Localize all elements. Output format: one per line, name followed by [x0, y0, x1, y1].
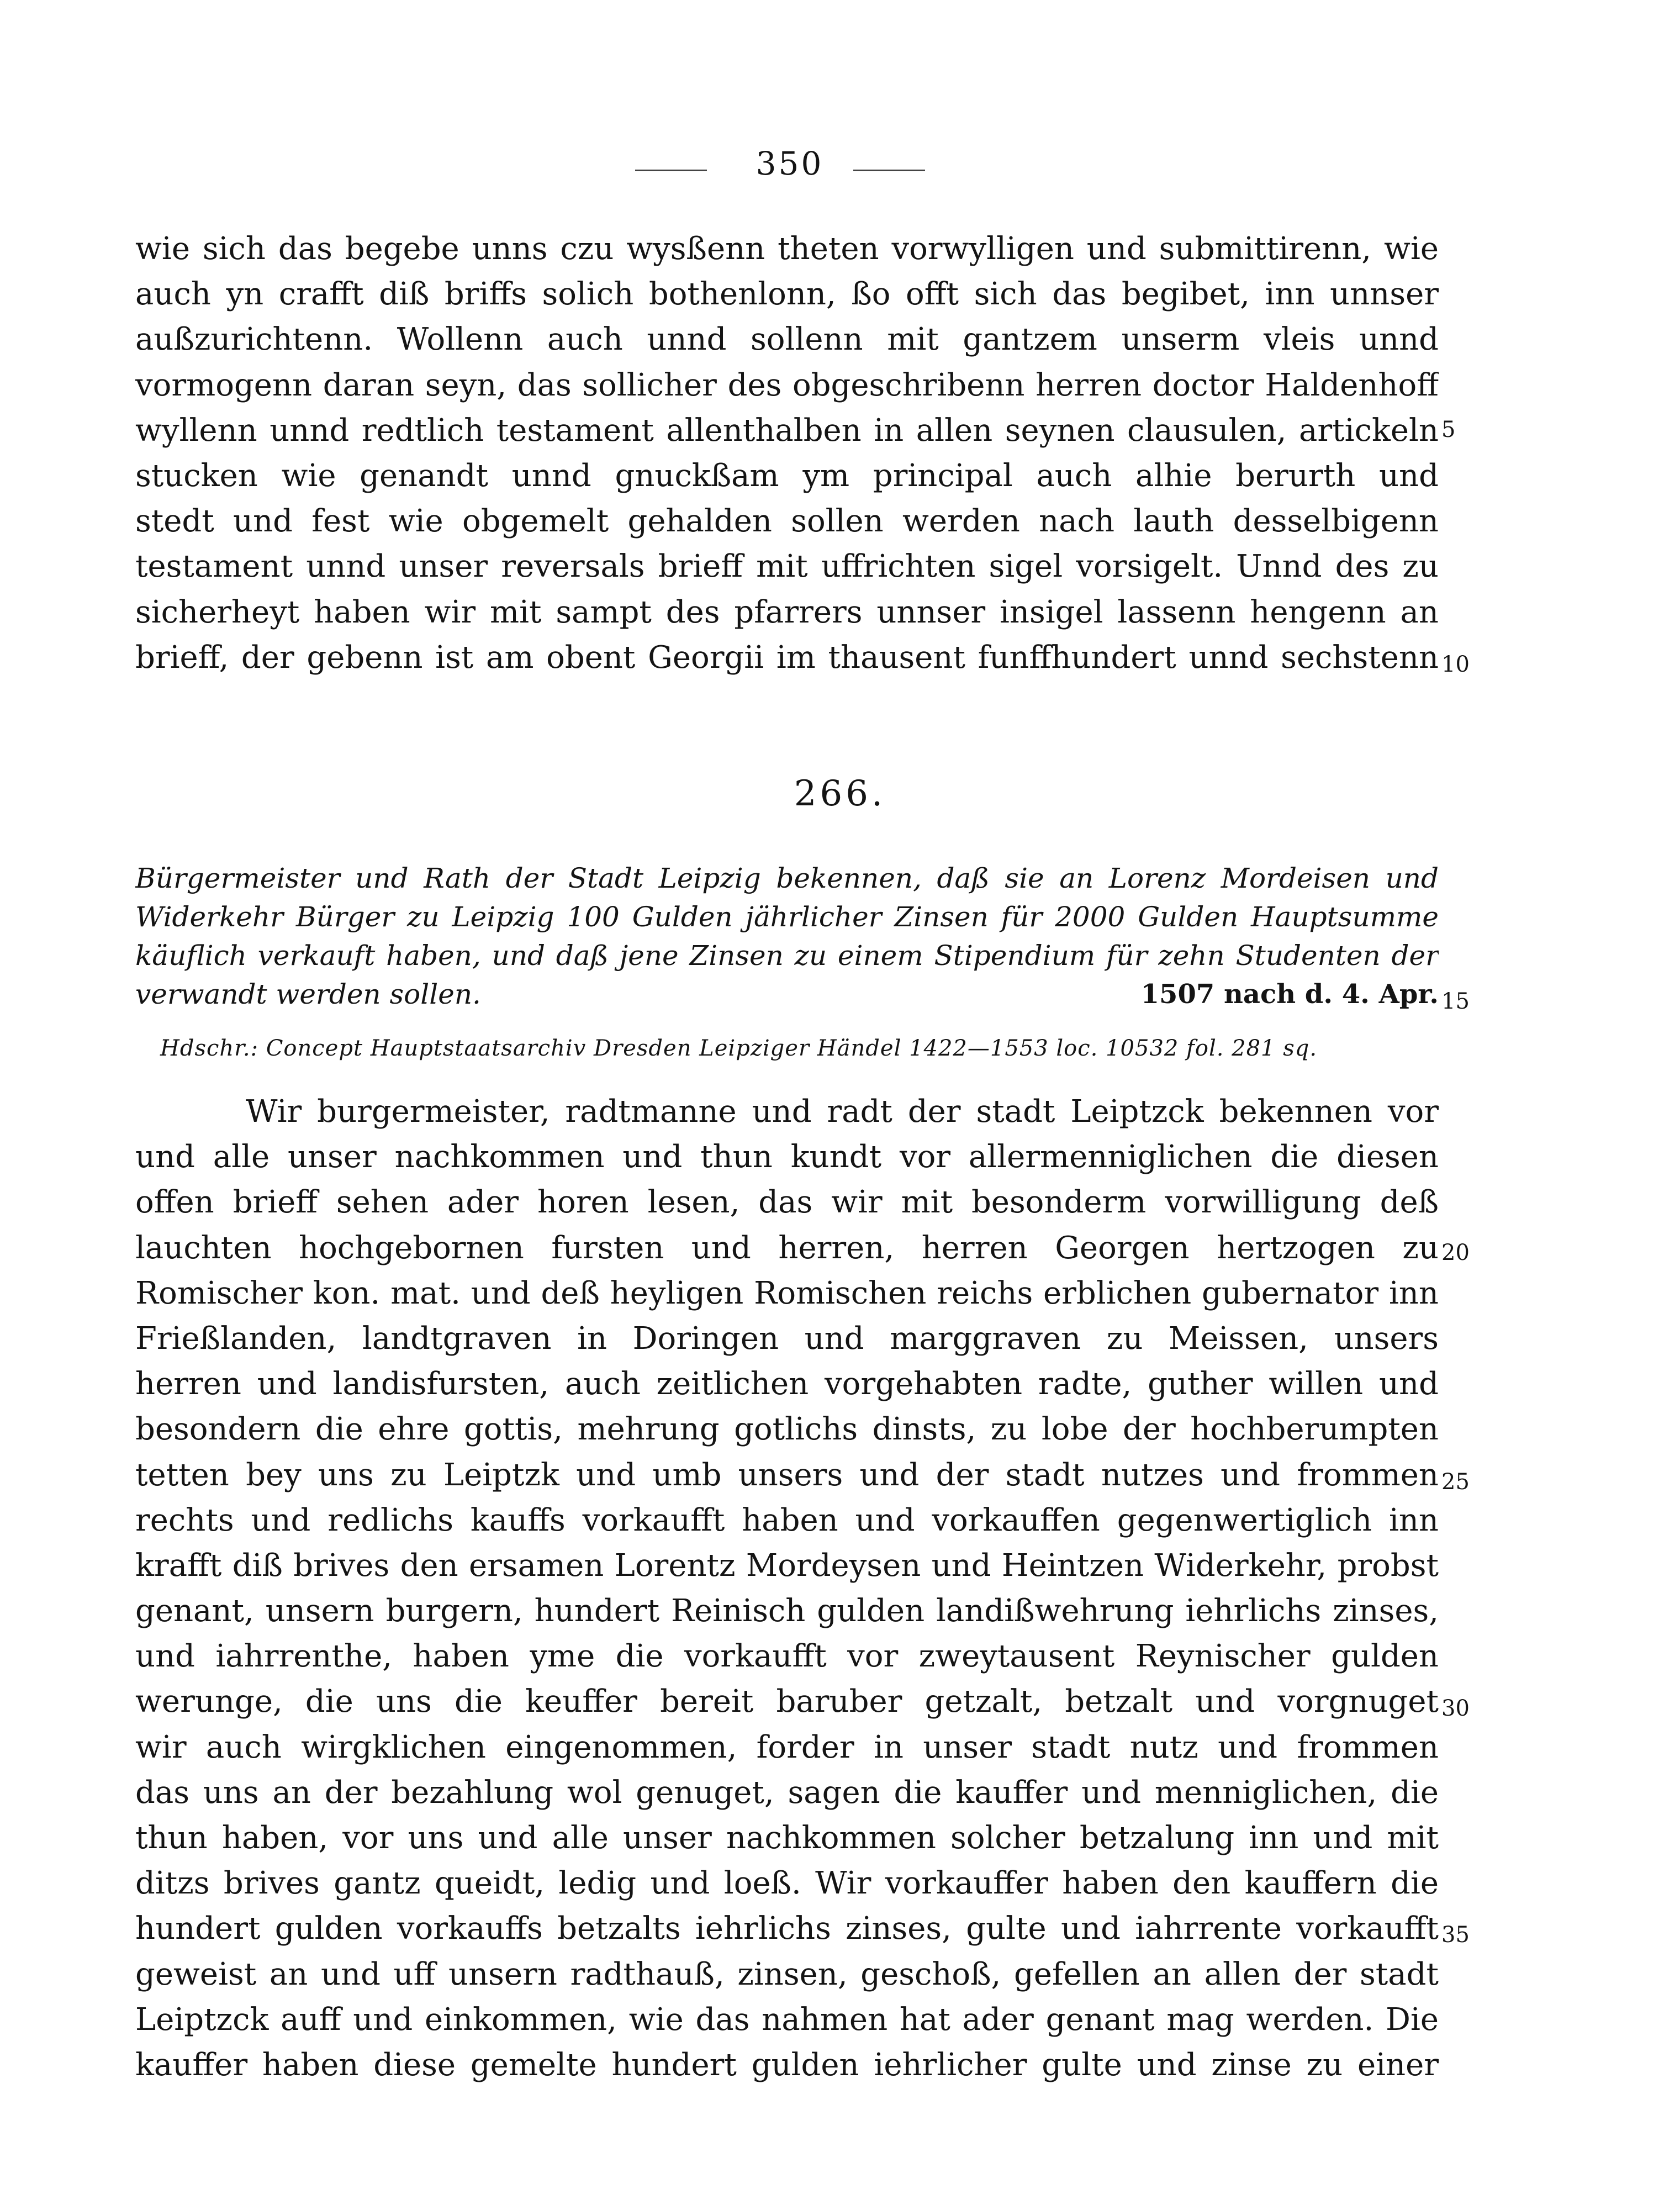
header-rule-right [853, 170, 925, 171]
text-line: und alle unser nachkommen und thun kundt vor allermenniglichen die diesen [135, 1139, 1439, 1175]
text-line: und iahrrenthe, haben yme die vorkaufft vor zweytausent Reynischer gulden [135, 1638, 1439, 1675]
source-note: Hdschr.: Concept Hauptstaatsarchiv Dresden Leipziger Händel 1422—1553 loc. 10532 fol. 281 sq. [160, 1036, 1318, 1061]
line-number: 30 [1441, 1696, 1470, 1721]
text-line: besondern die ehre gottis, mehrung gotlichs dinsts, zu lobe der hochberumpten [135, 1411, 1439, 1448]
text-line: stucken wie genandt unnd gnuckßam ym principal auch alhie berurth und [135, 457, 1439, 494]
header-rule-left [635, 170, 707, 171]
line-number: 5 [1441, 417, 1456, 442]
text-line: rechts und redlichs kauffs vorkaufft haben und vorkauffen gegenwertiglich inn [135, 1502, 1439, 1538]
line-number: 25 [1441, 1469, 1470, 1495]
text-line: werunge, die uns die keuffer bereit baruber getzalt, betzalt und vorgnuget [135, 1684, 1439, 1720]
text-line: Leiptzck auff und einkommen, wie das nahmen hat ader genant mag werden. Die [135, 2001, 1439, 2038]
text-line: genant, unsern burgern, hundert Reinisch gulden landißwehrung iehrlichs zinses, [135, 1593, 1439, 1629]
text-line: das uns an der bezahlung wol genuget, sagen die kauffer und menniglichen, die [135, 1774, 1439, 1811]
text-line: brieff, der gebenn ist am obent Georgii im thausent funffhundert unnd sechstenn [135, 639, 1439, 676]
page-header [0, 145, 1680, 189]
regest-line: verwandt werden sollen. [135, 978, 481, 1010]
text-line: krafft diß brives den ersamen Lorentz Mordeysen und Heintzen Widerkehr, probst [135, 1547, 1439, 1584]
text-line: tetten bey uns zu Leiptzk und umb unsers und der stadt nutzes und frommen [135, 1457, 1439, 1493]
document-date: 1507 nach d. 4. Apr. [1140, 979, 1439, 1010]
text-line: herren und landisfursten, auch zeitlichen vorgehabten radte, guther willen und [135, 1366, 1439, 1402]
document-number: 266. [794, 773, 886, 814]
text-line: wie sich das begebe unns czu wysßenn theten vorwylligen und submittirenn, wie [135, 231, 1439, 267]
text-line: stedt und fest wie obgemelt gehalden sollen werden nach lauth desselbigenn [135, 503, 1439, 540]
page-number: 350 [756, 145, 824, 182]
text-line: sicherheyt haben wir mit sampt des pfarrers unnser insigel lassenn hengenn an [135, 594, 1439, 630]
regest-line: käuflich verkauft haben, und daß jene Zinsen zu einem Stipendium für zehn Studenten der [135, 940, 1439, 972]
text-line: testament unnd unser reversals brieff mit uffrichten sigel vorsigelt. Unnd des zu [135, 548, 1439, 585]
text-line: wir auch wirgklichen eingenommen, forder in unser stadt nutz und frommen [135, 1729, 1439, 1765]
regest [135, 859, 1439, 1014]
regest-line: Widerkehr Bürger zu Leipzig 100 Gulden jährlicher Zinsen für 2000 Gulden Hauptsumme [135, 901, 1439, 933]
text-line: offen brieff sehen ader horen lesen, das wir mit besonderm vorwilligung deß [135, 1184, 1439, 1221]
text-line: kauffer haben diese gemelte hundert gulden iehrlicher gulte und zinse zu einer [135, 2046, 1439, 2083]
line-number: 10 [1441, 652, 1470, 677]
text-line: Wir burgermeister, radtmanne und radt der stadt Leiptzck bekennen vor [246, 1094, 1439, 1130]
text-line: auch yn crafft diß briffs solich bothenlonn, ßo offt sich das begibet, inn unnser [135, 276, 1439, 313]
regest-line: Bürgermeister und Rath der Stadt Leipzig bekennen, daß sie an Lorenz Mordeisen und [135, 862, 1439, 894]
text-line: lauchten hochgebornen fursten und herren, herren Georgen hertzogen zu [135, 1230, 1439, 1266]
line-number: 20 [1441, 1240, 1470, 1265]
document-text [135, 1089, 1439, 2088]
line-number: 35 [1441, 1922, 1470, 1948]
text-line: geweist an und uff unsern radthauß, zinsen, geschoß, gefellen an allen der stadt [135, 1956, 1439, 1992]
text-line: vormogenn daran seyn, das sollicher des obgeschribenn herren doctor Haldenhoff [135, 367, 1439, 403]
text-line: außzurichtenn. Wollenn auch unnd sollenn mit gantzem unserm vleis unnd [135, 321, 1439, 358]
text-line: hundert gulden vorkauffs betzalts iehrlichs zinses, gulte und iahrrente vorkaufft [135, 1911, 1439, 1947]
text-line: Romischer kon. mat. und deß heyligen Romischen reichs erblichen gubernator inn [135, 1275, 1439, 1311]
line-number: 15 [1441, 989, 1470, 1014]
continued-text [135, 226, 1439, 681]
text-line: thun haben, vor uns und alle unser nachkommen solcher betzalung inn und mit [135, 1820, 1439, 1856]
text-line: wyllenn unnd redtlich testament allenthalben in allen seynen clausulen, artickeln [135, 412, 1439, 449]
text-line: ditzs brives gantz queidt, ledig und loeß. Wir vorkauffer haben den kauffern die [135, 1865, 1439, 1902]
regest-last-line [135, 975, 1439, 1014]
text-line: Frießlanden, landtgraven in Doringen und marggraven zu Meissen, unsers [135, 1320, 1439, 1357]
